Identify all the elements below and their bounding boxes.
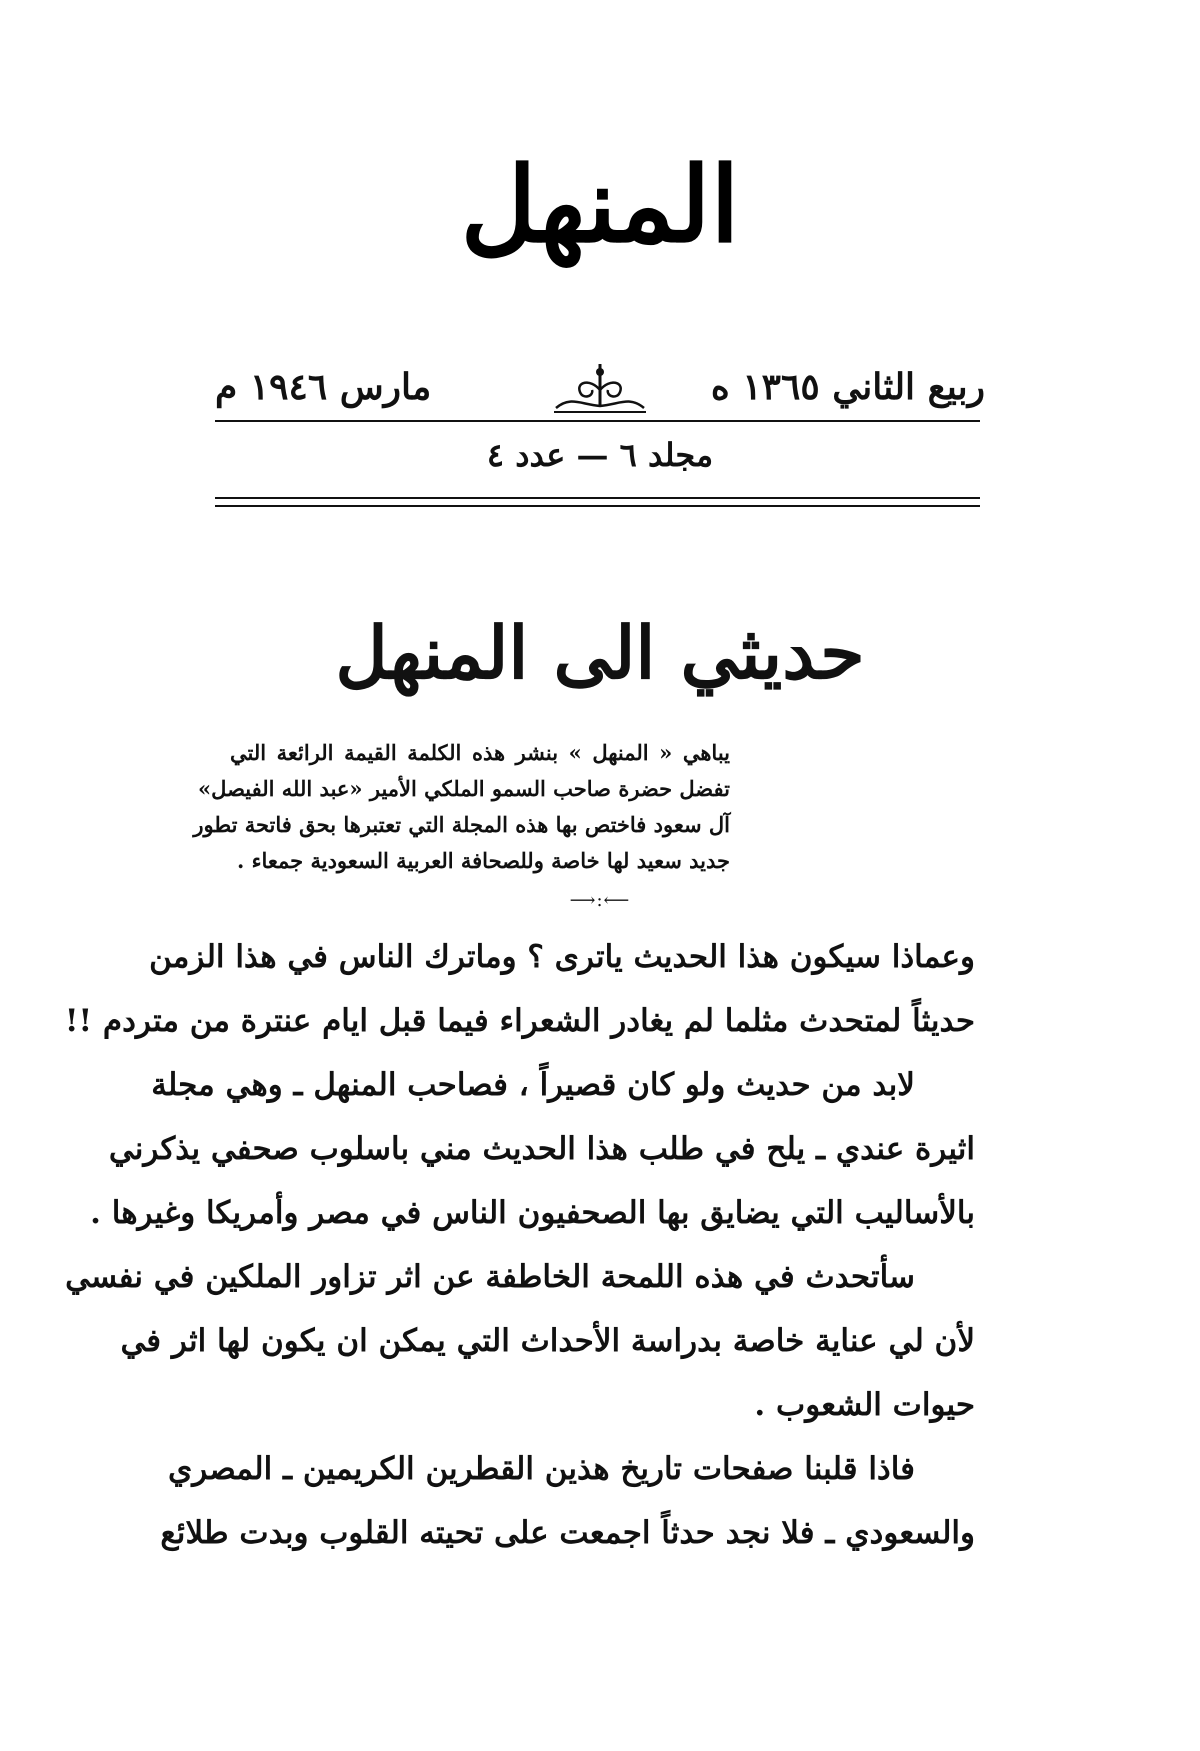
body-line: حديثاً لمتحدث مثلما لم يغادر الشعراء فيما قبل ايام عنترة من متردم !! (64, 1003, 975, 1039)
body-line: لابد من حديث ولو كان قصيراً ، فصاحب المنهل ـ وهي مجلة (151, 1067, 915, 1103)
body-line: وعماذا سيكون هذا الحديث ياترى ؟ وماترك الناس في هذا الزمن (149, 939, 975, 975)
body-line: اثيرة عندي ـ يلح في طلب هذا الحديث مني باسلوب صحفي يذكرني (108, 1131, 975, 1167)
ornament-icon (550, 360, 650, 420)
note-line: تفضل حضرة صاحب السمو الملكي الأمير «عبد الله الفيصل» (198, 776, 730, 801)
masthead-title: المنهل (460, 143, 740, 266)
note-line: جديد سعيد لها خاصة وللصحافة العربية السعودية جمعاء . (237, 848, 730, 873)
section-separator: ⟶:⟵ (569, 890, 631, 911)
gregorian-date: مارس ١٩٤٦ م (215, 366, 432, 408)
masthead-logo (440, 110, 760, 300)
note-line: آل سعود فاختص بها هذه المجلة التي تعتبرها بحق فاتحة تطور (193, 812, 730, 837)
hijri-date: ربيع الثاني ١٣٦٥ ه (710, 366, 985, 408)
body-line: سأتحدث في هذه اللمحة الخاطفة عن اثر تزاور الملكين في نفسي (65, 1259, 915, 1295)
body-line: بالأساليب التي يضايق بها الصحفيون الناس في مصر وأمريكا وغيرها . (90, 1195, 975, 1231)
body-line: حيوات الشعوب . (754, 1387, 975, 1423)
body-line: لأن لي عناية خاصة بدراسة الأحداث التي يمكن ان يكون لها اثر في (120, 1323, 975, 1359)
note-line: يباهي « المنهل » بنشر هذه الكلمة القيمة الرائعة التي (230, 740, 730, 765)
header-rule (215, 420, 980, 422)
body-line: والسعودي ـ فلا نجد حدثاً اجمعت على تحيته القلوب وبدت طلائع (160, 1515, 975, 1551)
double-rule (215, 497, 980, 507)
editor-note (193, 735, 730, 879)
body-line: فاذا قلبنا صفحات تاريخ هذين القطرين الكريمين ـ المصري (167, 1451, 915, 1487)
article-body (64, 925, 975, 1565)
volume-number: مجلد ٦ — عدد ٤ (486, 436, 714, 474)
article-title: حديثي الى المنهل (335, 610, 865, 695)
